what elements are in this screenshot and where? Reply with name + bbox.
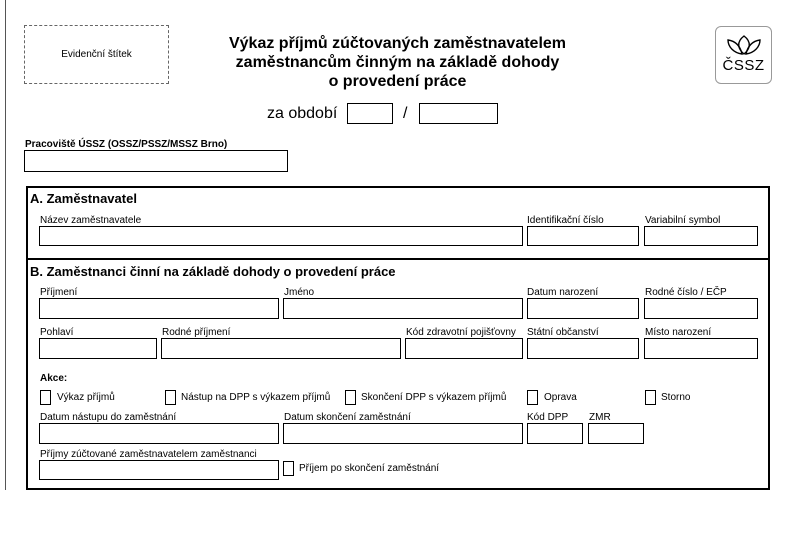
action-start-dpp-label: Nástup na DPP s výkazem příjmů [181,392,331,403]
surname-field[interactable] [39,298,279,319]
form-title [200,34,595,91]
first-name-field[interactable] [283,298,523,319]
income-label: Příjmy zúčtované zaměstnavatelem zaměstnanci [40,449,257,460]
title-line-3: o provedení práce [328,73,467,90]
first-name-label: Jméno [284,287,315,298]
employer-id-field[interactable] [527,226,639,246]
action-end-dpp-checkbox[interactable] [345,390,356,405]
title-line-1: Výkaz příjmů zúčtovaných zaměstnavatelem [228,35,567,52]
dpp-code-label: Kód DPP [527,412,569,423]
insurer-code-field[interactable] [405,338,523,359]
variable-symbol-label: Variabilní symbol [645,215,721,226]
birth-number-label: Rodné číslo / EČP [645,287,727,298]
employer-name-label: Název zaměstnavatele [40,215,142,226]
period-separator: / [403,105,408,122]
birth-number-field[interactable] [644,298,758,319]
income-after-end-checkbox[interactable] [283,461,294,476]
start-date-label: Datum nástupu do zaměstnání [40,412,177,423]
logo-text: ČSSZ [722,57,765,74]
citizenship-label: Státní občanství [527,327,599,338]
surname-label: Příjmení [40,287,78,298]
birthplace-label: Místo narození [645,327,712,338]
zmr-label: ZMR [589,412,611,423]
sex-label: Pohlaví [40,327,74,338]
page-edge [5,0,6,490]
linden-leaf-icon [725,34,763,56]
period-month-field[interactable] [347,103,393,124]
title-line-2: zaměstnancům činným na základě dohody [235,54,560,71]
birth-surname-label: Rodné příjmení [162,327,231,338]
action-end-dpp-label: Skončení DPP s výkazem příjmů [361,392,507,403]
end-date-field[interactable] [283,423,523,444]
end-date-label: Datum skončení zaměstnání [284,412,411,423]
dpp-code-field[interactable] [527,423,583,444]
employer-id-label: Identifikační číslo [527,215,604,226]
insurer-code-label: Kód zdravotní pojišťovny [406,327,516,338]
birthplace-field[interactable] [644,338,758,359]
period-label: za období [267,105,338,122]
actions-label: Akce: [40,373,68,384]
action-cancel-checkbox[interactable] [645,390,656,405]
action-income-report-checkbox[interactable] [40,390,51,405]
workplace-label: Pracoviště ÚSSZ (OSSZ/PSSZ/MSSZ Brno) [25,139,228,150]
birth-surname-field[interactable] [161,338,401,359]
stamp-label: Evidenční štítek [61,49,132,60]
action-correction-label: Oprava [544,392,577,403]
workplace-field[interactable] [24,150,288,172]
birth-date-field[interactable] [527,298,639,319]
income-after-end-label: Příjem po skončení zaměstnání [299,463,440,474]
birth-date-label: Datum narození [527,287,599,298]
action-income-report-label: Výkaz příjmů [57,392,115,403]
income-field[interactable] [39,460,279,480]
action-start-dpp-checkbox[interactable] [165,390,176,405]
record-stamp-box [24,25,169,84]
variable-symbol-field[interactable] [644,226,758,246]
action-cancel-label: Storno [661,392,691,403]
start-date-field[interactable] [39,423,279,444]
zmr-field[interactable] [588,423,644,444]
section-b-title: B. Zaměstnanci činní na základě dohody o provedení práce [30,264,396,279]
employer-name-field[interactable] [39,226,523,246]
citizenship-field[interactable] [527,338,639,359]
section-a-title: A. Zaměstnavatel [30,191,137,206]
cssz-logo [715,26,772,84]
action-correction-checkbox[interactable] [527,390,538,405]
period-year-field[interactable] [419,103,498,124]
sex-field[interactable] [39,338,157,359]
section-divider [26,258,770,260]
